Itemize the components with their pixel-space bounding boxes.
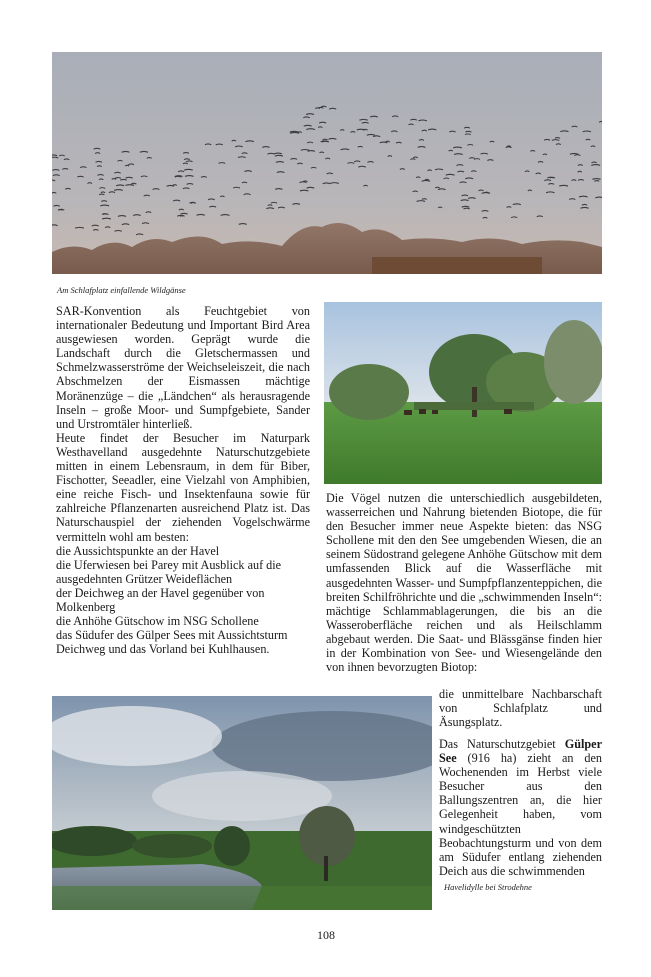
havel-photo (52, 696, 432, 910)
page-number: 108 (317, 928, 335, 942)
havel-caption: Havelidylle bei Strodehne (444, 882, 532, 892)
geese-caption: Am Schlafplatz einfallende Wildgänse (57, 285, 186, 295)
spot-item: das Südufer des Gülper Sees mit Aussichtsturm Deichweg und das Vorland bei Kuhlhausen. (56, 628, 288, 657)
spot-item: der Deichweg an der Havel gegenüber von Molkenberg (56, 585, 265, 614)
left-column (56, 304, 310, 656)
gulper-rest: (916 ha) zieht an den Wochenenden im Herbst viele Besucher aus den Ballungszentren an, die hier Gelegenheit haben, vom windgeschützten Beobachtungsturm und von dem am Südufer entlang ziehenden Deich aus die schwimmenden (439, 751, 602, 878)
gulper-paragraph (439, 737, 602, 878)
gulper-prefix: Das Naturschutzgebiet (439, 737, 565, 751)
geese-photo (52, 52, 602, 274)
spot-item: die Uferwiesen bei Parey mit Ausblick auf die ausgedehnten Grützer Weideflächen (56, 557, 282, 586)
gulper-name: Gülper See (439, 737, 602, 766)
spot-item: die Anhöhe Gütschow im NSG Schollene (56, 614, 259, 629)
visitor-paragraph: Heute findet der Besucher im Naturpark Westhavelland ausgedehnte Naturschutzgebiete mitten in einem Lebensraum, in dem für Biber, Fischotter, Seeadler, eine Vielzahl von Amphibien, eine reiche Fisch- und Insektenfauna sowie für zahlreiche Pflanzenarten ausreichend Platz ist. Das Naturschauspiel der ziehenden Vogelschwärme vermitteln wohl am besten: (56, 430, 310, 544)
birds-paragraph-tail: die unmittelbare Nachbarschaft von Schlafplatz und Äsungsplatz. (439, 687, 602, 730)
spot-item: die Aussichtspunkte an der Havel (56, 543, 220, 558)
birds-paragraph: Die Vögel nutzen die unterschiedlich ausgebildeten, wasserreichen und Nahrung bietenden Biotope, die für den Besucher immer neue Aspekte bieten: das NSG Schollene mit den den See umgebenden Wiesen, die an seinem Südostrand gelegene Anhöhe Gütschow mit dem umfassenden Blick auf die Wasserfläche mit ausgedehnten Wasser- und Sumpfpflanzenteppichen, die breiten Schilfröhrichte und die „schwimmenden Inseln“: mächtige Schlammablagerungen, die bis an die Wasseroberfläche reichen und als Heilschlamm abgebaut werden. Die Saat- und Blässgänse finden hier in der Kombination von See- und Wiesengelände den von ihnen bevorzugten Biotop: (326, 491, 602, 675)
intro-paragraph: SAR-Konvention als Feuchtgebiet von internationaler Bedeutung und Important Bird Area ausgewiesen worden. Geprägt wurde die Landschaft durch die Gletschermassen und Schmelzwasserströme der Weichseleiszeit, die nach Abschmelzen der Eismassen mächtige Moränenzüge – die „Ländchen“ als herausragende Inseln – große Moor- und Sumpfgebiete, Sander und Urstromtäler hinterließ. (56, 304, 310, 431)
meadow-photo (324, 302, 602, 484)
